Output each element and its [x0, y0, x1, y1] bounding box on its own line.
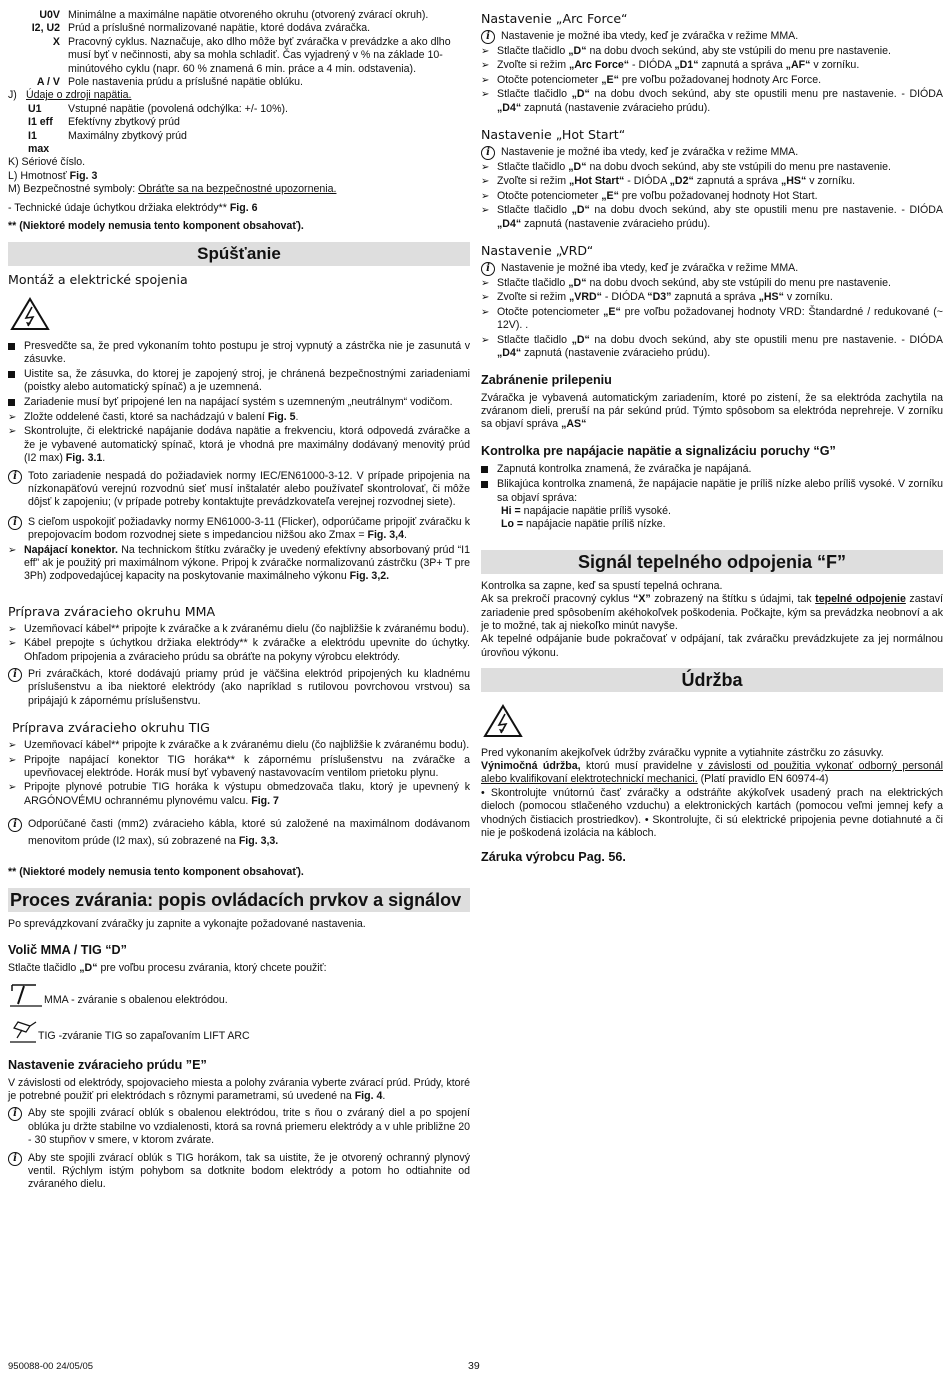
- definition-row: [8, 103, 470, 116]
- definition-list: [8, 9, 470, 89]
- prud-text: V závislosti od elektródy, spojovacieho miesta a polohy zvárania vyberte zvárací prúd. Prúdy, ktoré je potrebné použiť pri elektródach s rôznymi parametrami, sú uvedené na Fig. 4.: [8, 1076, 470, 1102]
- udrzba-text-1: Pred vykonaním akejkoľvek údržby zváračku vypnite a vytiahnite zástrčku zo zásuvky.: [481, 746, 884, 759]
- info-icon: i: [8, 818, 22, 832]
- info-note: i Pri zváračkách, ktoré dodávajú priamy prúd je väčšina elektród pripojených ku kladnému príslušenstvu a iba niektoré elektródy (ako napríklad s rutilovou povrchovou vrstvou) sa pripájajú k zápornému príslušenstvu.: [8, 668, 470, 708]
- section-band-spustanie: Spúšťanie: [8, 242, 470, 266]
- note-optional-components: ** (Niektoré modely nemusia tento komponent obsahovať).: [8, 220, 304, 233]
- arrow-bullet-icon: ➢: [481, 60, 490, 72]
- definition-key: U1: [28, 102, 42, 115]
- definition-key: I1 eff: [28, 116, 53, 129]
- volic-text: Stlačte tlačidlo „D“ pre voľbu procesu zvárania, ktorý chcete použiť:: [8, 962, 327, 975]
- section-band-udrzba: Údržba: [481, 668, 943, 692]
- heading-prud: Nastavenie zváracieho prúdu ”E”: [8, 1057, 207, 1072]
- arrow-bullet-icon: ➢: [481, 89, 490, 101]
- list-item: ➢ Skontrolujte, či elektrické napájanie dodáva napätie a frekvenciu, ktorá odpovedá zváračke a že je vybavené automatický spínač, ktorá je vhodná pre maximálny dodávaný menovitý prúd (I2 max) Fig. 3.1.: [8, 425, 470, 465]
- arc-force-steps: [481, 45, 943, 115]
- heading-mma: Príprava zváracieho okruhu MMA: [8, 603, 216, 619]
- heading-zaruka: Záruka výrobcu Pag. 56.: [481, 850, 626, 865]
- tig-torch-icon: [8, 1018, 38, 1044]
- definition-key: I2, U2: [31, 22, 60, 35]
- info-icon: i: [8, 470, 22, 484]
- info-note: i Aby ste spojili zvárací oblúk s TIG horákom, tak sa uistite, že je otvorený ochranný plynový ventil. Rýchlym istým pohybom sa dotknite bodom elektródy a potom ho odtiahnite od zváraného dielu.: [8, 1152, 470, 1192]
- definition-value: Maximálny zbytkový prúd: [68, 129, 187, 142]
- section-m: M) Bezpečnostné symboly: Obráťte sa na bezpečnostné upozornenia.: [8, 183, 337, 196]
- heading-montaz: Montáž a elektrické spojenia: [8, 271, 188, 287]
- info-icon: i: [8, 668, 22, 682]
- square-bullet-icon: [8, 340, 24, 367]
- section-k: K) Sériové číslo.: [8, 156, 86, 169]
- hi-line: Hi = napájacie napätie príliš vysoké.: [501, 504, 671, 517]
- definition-value: Prúd a príslušné normalizované napätie, ktoré dodáva zváračka.: [68, 22, 371, 35]
- definition-key: U0V: [39, 9, 60, 21]
- mma-electrode-icon: [8, 982, 44, 1008]
- list-item: ➢ Stlačte tlačidlo „D“ na dobu dvoch sekúnd, aby ste opustili menu pre nastavenie. - DIÓDA „D4“ zapnutá (nastavenie zváracieho prúdu).: [481, 204, 943, 230]
- hot-start-steps: [481, 161, 943, 231]
- signal-text-3: Ak tepelné odpájanie bude pokračovať v odpájaní, tak zváračku prevádzkujete za jej normálnou úrovňou výkonu.: [481, 633, 943, 659]
- list-item: Uistite sa, že zásuvka, do ktorej je zapojený stroj, je chránená bezpečnostnými zariadeniami (poistky alebo automatický spínač) a je uzemnená.: [8, 368, 470, 395]
- signal-text-1: Kontrolka sa zapne, keď sa spustí tepelná ochrana.: [481, 579, 723, 592]
- list-item: ➢ Otočte potenciometer „E“ pre voľbu požadovanej hodnoty VRD: Štandardné / redukované (~ 12V). .: [481, 305, 943, 332]
- list-item: Zapnutá kontrolka znamená, že zváračka je napájaná.: [481, 463, 943, 477]
- list-item: ➢ Uzemňovací kábel** pripojte k zváračke a k zváranému dielu (čo najbližšie k zváranému bodu).: [8, 622, 470, 635]
- info-icon: i: [481, 146, 495, 160]
- list-item: ➢ Zložte oddelené časti, ktoré sa nachádzajú v balení Fig. 5.: [8, 410, 299, 423]
- heading-zabranenie: Zabránenie prilepeniu: [481, 372, 612, 387]
- heading-arc-force: Nastavenie „Arc Force“: [481, 11, 628, 26]
- bullet-list-montaz: [8, 340, 470, 410]
- definition-key: X: [52, 35, 60, 48]
- list-item: ➢ Napájací konektor. Na technickom štítku zváračky je uvedený efektívny absorbovaný prúd “I1 eff” ak je použitý pri maximálnom výkone. Pripoj k zváračke normalizovanú zástrčku (3P+ T pre 3Ph) zodpovedajúcej kapacity na poskytovanie maximálneho výkonu Fig. 3,2.: [8, 543, 470, 583]
- info-note: i Aby ste spojili zvárací oblúk s obalenou elektródou, trite s ňou o zváraný diel a po spojení oblúka ju držte stabilne vo vzdialenosti, ktorá sa rovná priemeru elektródy a v uhle približne 20 - 30 stupňov v smere, v ktorom zvárate.: [8, 1107, 470, 1147]
- square-bullet-icon: [8, 368, 24, 395]
- arrow-bullet-icon: ➢: [481, 205, 490, 217]
- definition-row: [8, 76, 470, 89]
- page-number: 39: [468, 1360, 480, 1372]
- section-j: J) Údaje o zdroji napätia.: [8, 89, 132, 102]
- definition-value: Efektívny zbytkový prúd: [68, 116, 180, 129]
- list-item: ➢ Zvoľte si režim „VRD“ - DIÓDA “D3” zapnutá a správa „HS“ v zorníku.: [481, 291, 833, 304]
- list-item: ➢ Otočte potenciometer „E“ pre voľbu požadovanej hodnoty Arc Force.: [481, 73, 822, 86]
- info-note: i S cieľom uspokojiť požiadavky normy EN61000-3-11 (Flicker), odporúčame pripojiť zváračku k prepojovacím bodom rozvodnej siete s impedanciou nižšou ako Zmax = Fig. 3,4.: [8, 516, 470, 543]
- section-l: L) Hmotnosť Fig. 3: [8, 169, 98, 182]
- heading-kontrolka: Kontrolka pre napájacie napätie a signalizáciu poruchy “G”: [481, 443, 836, 458]
- zabranenie-text: Zváračka je vybavená automatickým zariadením, ktoré po zistení, že sa elektróda zachytila na zváranom dieli, preruší na pár sekúnd prúd. Týmto spôsobom sa elektróda neprehreje. V zorníku sa objaví správa „AS“: [481, 391, 943, 431]
- info-icon: i: [8, 1152, 22, 1166]
- list-item: ➢ Stlačte tlačidlo „D“ na dobu dvoch sekúnd, aby ste vstúpili do menu pre nastavenie.: [481, 45, 891, 57]
- heading-volic: Volič MMA / TIG “D”: [8, 943, 127, 958]
- right-column: [481, 9, 943, 869]
- list-item: ➢ Uzemňovací kábel** pripojte k zváračke a k zváranému dielu (čo najbližšie k zváranému bodu).: [8, 739, 470, 752]
- list-item: ➢ Zvoľte si režim „Arc Force“ - DIÓDA „D1“ zapnutá a správa „AF“ v zorníku.: [481, 59, 860, 72]
- vrd-steps: [481, 277, 943, 360]
- arrow-bullet-icon: ➢: [481, 46, 490, 57]
- definition-value: Vstupné napätie (povolená odchýlka: +/- 10%).: [68, 102, 288, 115]
- arrow-bullet-icon: ➢: [481, 162, 490, 174]
- info-note: i Nastavenie je možné iba vtedy, keď je zváračka v režime MMA.: [481, 146, 943, 160]
- left-column: [8, 9, 470, 1192]
- definition-row: [8, 22, 470, 35]
- definition-key: A / V: [36, 76, 60, 89]
- udrzba-text-3: • Skontrolujte vnútornú časť zváračky a odstráňte akýkoľvek usadený prach na elektrických dieloch (pomocou stlačeného vzduchu) a elektronických kartách (pomocou veľmi jemnej kefy a vhodných čistiacich prostriedkov). • Skontrolujte, či sú elektrické pripojenia pevne dotiahnuté a či nie je poškodená izolácia na kábloch.: [481, 786, 943, 840]
- arrow-bullet-icon: ➢: [481, 278, 490, 290]
- list-item: ➢ Pripojte napájací konektor TIG horáka** k zápornému príslušenstvu na zváračke a upevňovacej elektróde. Horák musí byť vybavený nastavovacím ventilom prietoku plynu.: [8, 753, 470, 780]
- udrzba-text-2: Výnimočná údržba, ktorú musí pravidelne v závislosti od použitia vykonať odborný personál alebo kvalifikovaní elektrotechnickí mechanici. (Platí pravidlo EN 60974-4): [481, 760, 943, 786]
- list-item: ➢ Stlačte tlačidlo „D“ na dobu dvoch sekúnd, aby ste vstúpili do menu pre nastavenie.: [481, 161, 891, 174]
- info-icon: i: [8, 1107, 22, 1121]
- tig-symbol-row: TIG -zváranie TIG so zapaľovaním LIFT ARC: [8, 1018, 470, 1044]
- info-note: i Toto zariadenie nespadá do požiadaviek normy IEC/EN61000-3-12. V prípade pripojenia na nízkonapäťovú verejnú rozvodnú sieť musí inštalatér alebo používateľ skontrolovať, či môže dôjsť k zapojeniu; (v prípade potreby kontaktujte prevádzkovateľa verejnej rozvodnej siete).: [8, 470, 470, 510]
- definition-key: I1 max: [28, 129, 50, 156]
- footer-code: 950088-00 24/05/05: [8, 1361, 94, 1372]
- definition-value: Pole nastavenia prúdu a príslušné napätie oblúku.: [68, 76, 303, 89]
- definition-row: [8, 130, 470, 157]
- list-item: ➢ Stlačte tlačidlo „D“ na dobu dvoch sekúnd, aby ste opustili menu pre nastavenie. - DIÓDA „D4“ zapnutá (nastavenie zváracieho prúdu).: [481, 333, 943, 360]
- arrow-bullet-icon: ➢: [481, 176, 490, 188]
- info-icon: i: [481, 30, 495, 44]
- square-bullet-icon: [8, 396, 24, 410]
- arrow-bullet-icon: ➢: [481, 334, 490, 346]
- definition-value: Minimálne a maximálne napätie otvoreného okruhu (otvorený zvárací okruh).: [68, 9, 429, 21]
- info-note: i Nastavenie je možné iba vtedy, keď je zváračka v režime MMA.: [481, 30, 943, 44]
- info-icon: i: [8, 516, 22, 530]
- mma-symbol-row: MMA - zváranie s obalenou elektródou.: [8, 982, 470, 1008]
- heading-tig: Príprava zváracieho okruhu TIG: [12, 720, 210, 736]
- list-item: ➢ Stlačte tlačidlo „D“ na dobu dvoch sekúnd, aby ste opustili menu pre nastavenie. - DIÓDA „D4“ zapnutá (nastavenie zváracieho prúdu).: [481, 88, 943, 114]
- list-item: ➢ Otočte potenciometer „E“ pre voľbu požadovanej hodnoty Hot Start.: [481, 189, 818, 202]
- electrical-hazard-icon: [10, 297, 50, 331]
- list-item: Presvedčte sa, že pred vykonaním tohto postupu je stroj vypnutý a zástrčka nie je zasunutá v zásuvke.: [8, 340, 470, 367]
- list-item: ➢ Zvoľte si režim „Hot Start“ - DIÓDA „D2“ zapnutá a správa „HS“ v zorníku.: [481, 175, 856, 188]
- definition-row: [8, 9, 470, 22]
- info-note: i Nastavenie je možné iba vtedy, keď je zváračka v režime MMA.: [481, 262, 943, 276]
- list-item: ➢ Pripojte plynové potrubie TIG horáka k výstupu obmedzovača tlaku, ktorý je upevnený k ARGÓNOVÉMU ochrannému plynovému valcu. Fig. 7: [8, 781, 470, 807]
- note-optional-components-2: ** (Niektoré modely nemusia tento komponent obsahovať).: [8, 866, 304, 879]
- tech-data-line: - Technické údaje úchytkou držiaka elektródy** Fig. 6: [8, 201, 258, 214]
- definition-row: [8, 116, 470, 129]
- heading-vrd: Nastavenie „VRD“: [481, 243, 594, 259]
- list-item: Blikajúca kontrolka znamená, že napájacie napätie je príliš nízke alebo príliš vysoké. V zorníku sa objaví správa:: [481, 478, 943, 505]
- lo-line: Lo = napájacie napätie príliš nízke.: [501, 518, 666, 531]
- list-item: Zariadenie musí byť pripojené len na napájací systém s uzemneným „neutrálnym“ vodičom.: [8, 396, 470, 410]
- info-note: i Odporúčané časti (mm2) zváracieho kábla, ktoré sú založené na maximálnom dodávanom menovitom prúde (I2 max), sú zobrazené na Fig. 3,3.: [8, 816, 470, 850]
- definition-row: [8, 36, 470, 76]
- signal-text-2: Ak sa prekročí pracovný cyklus “X” zobrazený na štítku s údajmi, tak tepelné odpojenie zastaví zariadenie pred spôsobením akéhokoľvek poškodenia. Počkajte, kým sa prevádzka neobnoví a ak je to možné, tak aj niekoľko minút navyše.: [481, 593, 943, 632]
- arrow-bullet-icon: ➢: [481, 306, 490, 318]
- definition-list-2: [8, 103, 470, 157]
- section-band-signal: Signál tepelného odpojenia “F”: [481, 550, 943, 574]
- section-band-proces: Proces zvárania: popis ovládacích prvkov a signálov: [8, 888, 470, 912]
- arrow-bullet-icon: ➢: [481, 74, 490, 86]
- process-intro: Po spreváдzkovaní zváračky ju zapnite a vykonajte požadované nastavenia.: [8, 917, 366, 930]
- electrical-hazard-icon: [483, 704, 523, 738]
- list-item: ➢ Stlačte tlačidlo „D“ na dobu dvoch sekúnd, aby ste vstúpili do menu pre nastavenie.: [481, 277, 891, 290]
- heading-hot-start: Nastavenie „Hot Start“: [481, 127, 626, 143]
- info-icon: i: [481, 262, 495, 276]
- arrow-bullet-icon: ➢: [481, 292, 490, 304]
- arrow-bullet-icon: ➢: [481, 190, 490, 202]
- list-item: ➢ Kábel prepojte s úchytkou držiaka elektródy** k zváračke a elektródu upevnite do úchytky. Ohľadom pripojenia a zváracieho prúdu sa obráťte na pokyny výrobcu elektródy.: [8, 637, 470, 663]
- definition-value: Pracovný cyklus. Naznačuje, ako dlho môže byť zváračka v prevádzke a ako dlho musí byť v nečinnosti, aby sa mohla schladiť. Čas vyjadrený v % na základe 10-minútového cyklu (napr. 60 % znamená 6 min. práce a 4 min. odstavenia).: [68, 35, 451, 75]
